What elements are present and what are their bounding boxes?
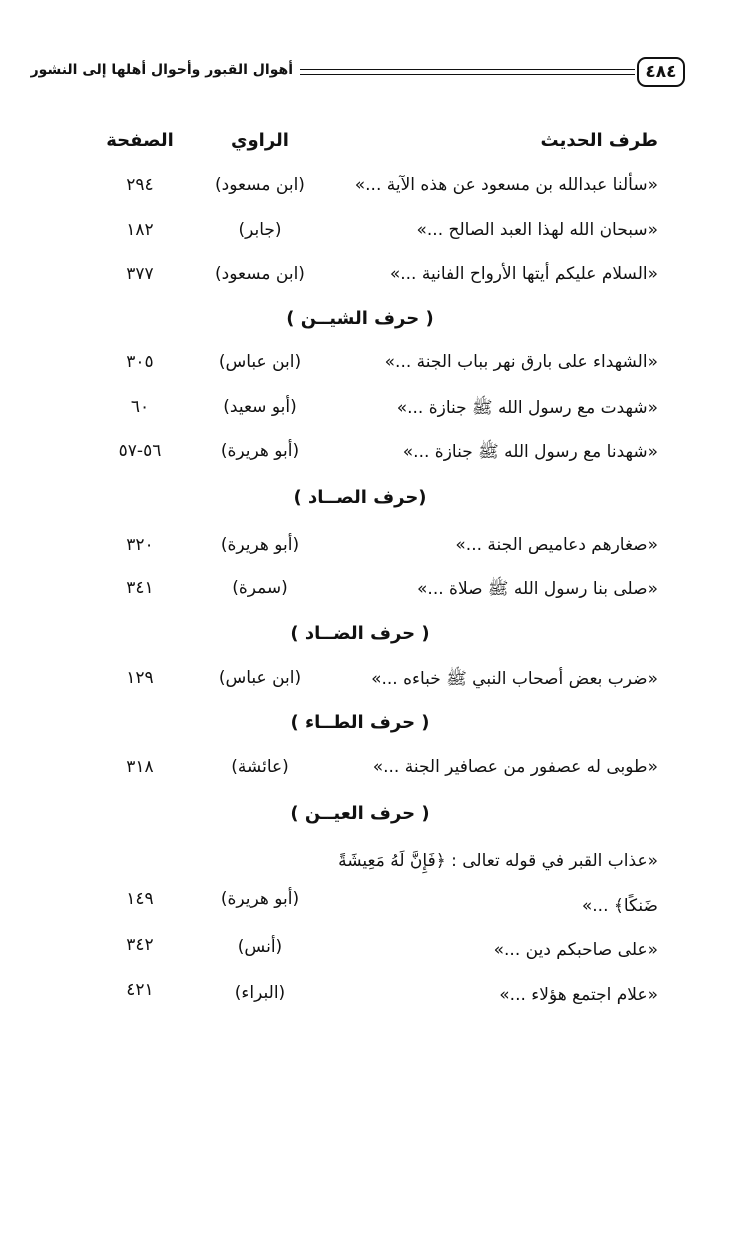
hadith-text: «الشهداء على بارق نهر بباب الجنة ...»: [384, 352, 658, 372]
page-ref: ٣٢٠: [126, 535, 154, 555]
page-ref: ١٢٩: [126, 668, 154, 688]
page-number: ٤٨٤: [637, 57, 685, 87]
narrator: (جابر): [238, 220, 282, 240]
narrator: (أنس): [237, 937, 283, 957]
page-ref: ٣٤٢: [126, 935, 154, 955]
narrator: (أبو سعيد): [223, 397, 297, 417]
column-header-hadith: طرف الحديث: [540, 130, 658, 151]
hadith-text: «سبحان الله لهذا العبد الصالح ...»: [416, 220, 658, 240]
page-ref: ٥٦-٥٧: [118, 441, 162, 461]
hadith-text: «ضرب بعض أصحاب النبي ﷺ خباءه ...»: [371, 669, 658, 689]
header-rule-top: [300, 69, 635, 70]
page-ref: ٣٧٧: [126, 264, 154, 284]
narrator: (أبو هريرة): [220, 441, 300, 461]
column-header-page: الصفحة: [106, 130, 174, 151]
page-ref: ٣٠٥: [126, 352, 154, 372]
narrator: (أبو هريرة): [220, 535, 300, 555]
header-rule-bottom: [300, 74, 635, 75]
page-ref: ٤٢١: [126, 980, 154, 1000]
section-heading-sheen: ( حرف الشيــن ): [286, 308, 434, 329]
column-header-narrator: الراوي: [231, 130, 289, 151]
narrator: (سمرة): [232, 578, 288, 598]
hadith-text: ضَنكًا﴾ ...»: [581, 896, 658, 916]
page-ref: ١٨٢: [126, 220, 154, 240]
hadith-text: «شهدت مع رسول الله ﷺ جنازة ...»: [396, 398, 658, 418]
narrator: (ابن عباس): [218, 352, 302, 372]
page-ref: ٦٠: [130, 397, 150, 417]
hadith-text-line: «عذاب القبر في قوله تعالى : ﴿فَإِنَّ لَهُ مَعِيشَةً: [338, 851, 658, 871]
running-header-title: أهوال القبور وأحوال أهلها إلى النشور: [30, 62, 293, 78]
page-ref: ١٤٩: [126, 889, 154, 909]
hadith-text: «سألنا عبدالله بن مسعود عن هذه الآية ...»: [354, 175, 658, 195]
hadith-text: «صغارهم دعاميص الجنة ...»: [455, 535, 658, 555]
section-heading-saad: (حرف الصــاد ): [293, 487, 427, 508]
narrator: (ابن مسعود): [215, 264, 305, 284]
section-heading-ain: ( حرف العيــن ): [290, 803, 430, 824]
hadith-text: «السلام عليكم أيتها الأرواح الفانية ...»: [389, 264, 658, 284]
hadith-text: «صلى بنا رسول الله ﷺ صلاة ...»: [417, 579, 658, 599]
hadith-text: «طوبى له عصفور من عصافير الجنة ...»: [372, 757, 658, 777]
section-heading-taa: ( حرف الطــاء ): [290, 712, 430, 733]
hadith-text: «على صاحبكم دين ...»: [493, 940, 658, 960]
page-ref: ٣١٨: [126, 757, 154, 777]
hadith-text: «علام اجتمع هؤلاء ...»: [499, 985, 658, 1005]
hadith-text: «شهدنا مع رسول الله ﷺ جنازة ...»: [402, 442, 658, 462]
narrator: (ابن مسعود): [215, 175, 305, 195]
page-ref: ٣٤١: [126, 578, 154, 598]
page-ref: ٢٩٤: [126, 175, 154, 195]
narrator: (البراء): [234, 983, 286, 1003]
narrator: (أبو هريرة): [220, 889, 300, 909]
section-heading-daad: ( حرف الضــاد ): [290, 623, 430, 644]
narrator: (عائشة): [231, 757, 289, 777]
narrator: (ابن عباس): [218, 668, 302, 688]
